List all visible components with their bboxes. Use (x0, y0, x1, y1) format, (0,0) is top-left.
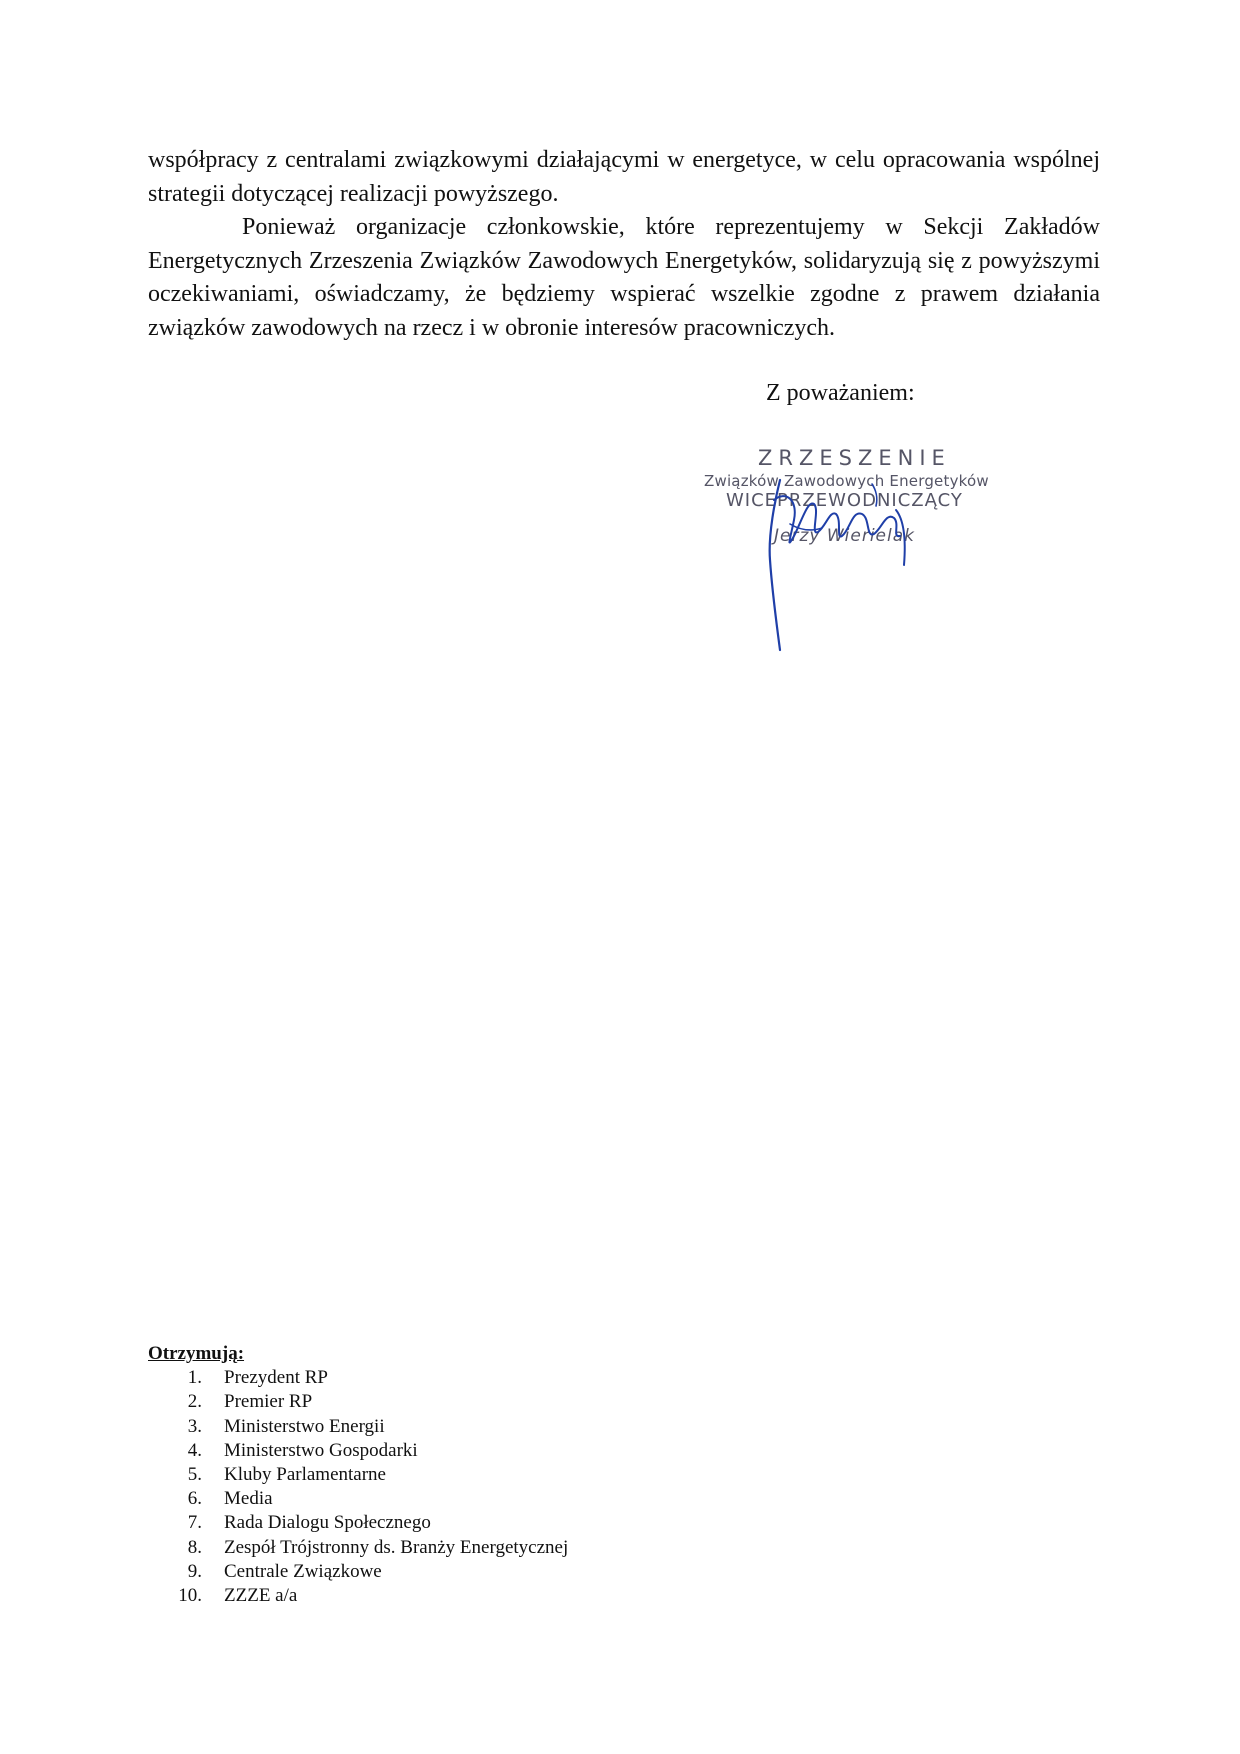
list-item (148, 1439, 568, 1463)
list-item (148, 1560, 568, 1584)
list-item-label: Prezydent RP (224, 1367, 328, 1389)
list-item (148, 1487, 568, 1511)
list-item-number: 7. (187, 1512, 202, 1534)
letter-body (148, 144, 1100, 345)
list-item-number: 6. (187, 1488, 202, 1510)
letter-paragraph-1: współpracy z centralami związkowymi działającymi w energetyce, w celu opracowania wspólnej strategii dotyczącej realizacji powyższego. (148, 147, 1100, 207)
list-item-number: 8. (187, 1536, 202, 1558)
list-item (148, 1511, 568, 1535)
list-item-number: 9. (187, 1560, 202, 1582)
stamp-organization: ZRZESZENIE (758, 446, 951, 470)
list-item (148, 1463, 568, 1487)
list-item-number: 1. (187, 1367, 202, 1389)
list-item-label: Centrale Związkowe (224, 1560, 382, 1582)
list-item-label: Ministerstwo Energii (224, 1415, 385, 1437)
stamp-position: WICEPRZEWODNICZĄCY (726, 490, 963, 511)
recipients-heading: Otrzymują: (148, 1343, 245, 1364)
recipients-section (148, 1342, 568, 1608)
list-item (148, 1366, 568, 1390)
list-item-number: 10. (178, 1585, 202, 1607)
list-item (148, 1415, 568, 1439)
closing-salutation: Z poważaniem: (766, 380, 915, 406)
list-item-number: 3. (187, 1415, 202, 1437)
list-item-number: 4. (187, 1439, 202, 1461)
list-item (148, 1390, 568, 1414)
list-item (148, 1536, 568, 1560)
stamp-person-name: Jerzy Wierielak (774, 526, 915, 546)
list-item-label: Rada Dialogu Społecznego (224, 1512, 431, 1534)
list-item-number: 5. (187, 1464, 202, 1486)
list-item-label: ZZZE a/a (224, 1585, 298, 1607)
recipients-list (148, 1366, 568, 1608)
list-item-label: Zespół Trójstronny ds. Branży Energetycznej (224, 1536, 569, 1558)
list-item (148, 1584, 568, 1608)
list-item-label: Premier RP (224, 1391, 313, 1413)
official-stamp (690, 440, 1020, 660)
list-item-label: Kluby Parlamentarne (224, 1464, 386, 1486)
stamp-organization-full: Związków Zawodowych Energetyków (704, 472, 989, 490)
list-item-label: Media (224, 1488, 273, 1510)
list-item-label: Ministerstwo Gospodarki (224, 1439, 418, 1461)
list-item-number: 2. (187, 1391, 202, 1413)
handwritten-signature (690, 440, 1020, 660)
letter-paragraph-2: Ponieważ organizacje członkowskie, które reprezentujemy w Sekcji Zakładów Energetycznych Zrzeszenia Związków Zawodowych Energetyków, solidaryzują się z powyższymi oczekiwaniami, oświadczamy, że będziemy wspierać wszelkie zgodne z prawem działania związków zawodowych na rzecz i w obronie interesów pracowniczych. (148, 214, 1100, 341)
